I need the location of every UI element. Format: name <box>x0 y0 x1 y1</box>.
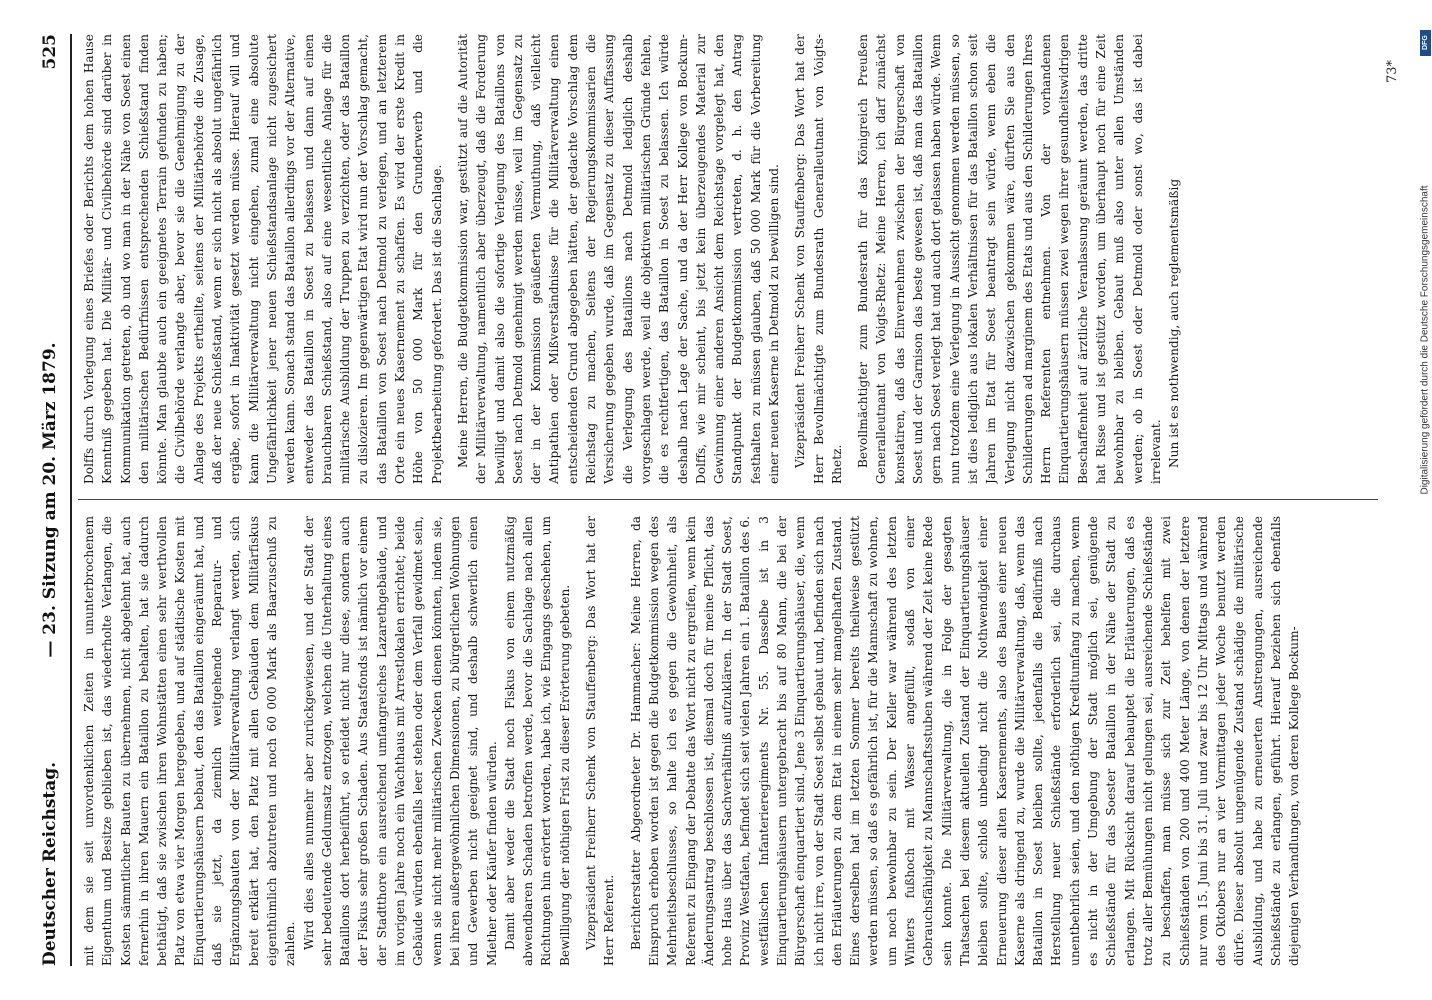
signature-mark: 73* <box>1385 60 1400 84</box>
page-number: 525 <box>40 34 60 70</box>
right-column <box>80 34 1370 484</box>
paragraph: Meine Herren, die Budgetkommission war, gestützt auf die Autorität der Militärverwaltung, namentlich aber überzeugt, daß die Forderung bewilligt und damit also die sofortige Verlegung des Bataillons von Soest nach Detmold genehmigt werden müsse, weil im Gegensatz zu der in der Kommission geäußerten Vermuthung, daß vielleicht Antipathien oder Mißverständnisse für die Militärverwaltung einen entscheidenden Grund abgegeben hätten, der gedachte Vorschlag dem Reichstag zu machen, Seitens der Regierungskommissarien die Versicherung gegeben wurde, daß im Gegensatz zu dieser Auffassung die Verlegung des Bataillons nach Detmold lediglich deshalb vorgeschlagen werde, weil die objektiven militärischen Gründe fehlen, die es rechtfertigen, das Bataillon in Soest zu belassen. Ich würde deshalb nach Lage der Sache, und da der Herr Kollege von Bockum-Dolffs, wie mir scheint, bis jetzt kein überzeugendes Material zur Gewinnung einer anderen Ansicht dem Reichstage vorgelegt hat, den Standpunkt der Budgetkommission vertreten, d. h. den Antrag festhalten zu müssen glauben, daß 50 000 Mark für die Vorbereitung einer neuen Kaserne in Detmold zu bewilligen sind. <box>455 34 781 484</box>
header-session: — 23. Sitzung am 20. März 1879. <box>40 342 60 658</box>
speaker-paragraph: Vizepräsident Freiherr Schenk von Stauffenberg: Das Wort hat der Herr Bevollmächtigte zum Bundesrath Generalleutnant von Voigts-Rhetz. <box>793 34 844 484</box>
header-publication: Deutscher Reichstag. <box>40 761 60 966</box>
speaker-paragraph: Bevollmächtigter zum Bundesrath für das Königreich Preußen Generalleutnant von Voigts-Rhetz: Meine Herren, ich darf zunächst konstatiren, daß das Einvernehmen zwischen der Bürgerschaft von Soest und der Garnison das beste gewesen ist, daß man das Bataillon gern nach Soest verlegt hat und auch dort gelassen haben würde. Wenn nun trotzdem eine Verlegung in Aussicht genommen werden müssen, so ist dies lediglich aus lokalen Verhältnissen für das Bataillon schon seit Jahren im Etat für Soest beantragt sein würde, wenn eben die Verlegung nicht dazwischen gekommen wäre, dürften Sie aus den Schilderungen ad marginem des Etats und aus den Schilderungen Ihres Herrn Referenten entnehmen. Von der vorhandenen Einquartierungshäusern müssen zwei wegen ihrer gesundheitswidrigen Beschaffenheit auf ärztliche Veranlassung geräumt werden, das dritte hat Risse und ist gestützt worden, um überhaupt noch für eine Zeit bewohnbar zu bleiben. Gebaut muß also unter allen Umständen werden; ob in Soest oder Detmold oder sonst wo, das ist dabei irrelevant. <box>856 34 1163 484</box>
paragraph: Dolffs durch Vorlegung eines Briefes oder Berichts dem hohen Hause Kenntniß gegeben hat. Die Militär- und Civilbehörde sind darüber in Kommunikation getreten, ob und wo man in der Nähe von Soest einen den militärischen Bedürfnissen entsprechenden Schießstand finden könnte. Man glaubte auch ein geeignetes Terrain gefunden zu haben; die Civilbehörde verlangte aber, bevor sie die Genehmigung zu der Anlage des Projekts ertheilte, seitens der Militärbehörde die Zusage, daß der neue Schießstand, wenn er sich nicht als absolut ungefährlich ergäbe, sofort in Inaktivität gesetzt werden müsse. Hierauf will und kann die Militärverwaltung nicht eingehen, zumal eine absolute Ungefährlichkeit jener neuen Schießstandsanlage nicht zugesichert werden kann. Sonach stand das Bataillon allerdings vor der Alternative, entweder das Bataillon in Soest zu belassen und dann auf einen brauchbaren Schießstand, also auf eine wesentliche Anlage für die militärische Ausbildung der Truppen zu verzichten, oder das Bataillon zu dislozieren. Im gegenwärtigen Etat wird nun der Vorschlag gemacht, das Bataillon von Soest nach Detmold zu verlegen, und an letzterem Orte ein neues Kasernement zu schaffen. Es wird der erste Kredit in Höhe von 50 000 Mark für den Grunderwerb und die Projektbearbeitung gefordert. Das ist die Sachlage. <box>82 34 444 484</box>
header-rule <box>70 34 72 966</box>
left-column <box>80 516 1370 966</box>
speaker-paragraph: Berichterstatter Abgeordneter Dr. Hammacher: Meine Herren, da Einspruch erhoben worden ist gegen die Budgetkommission wegen des Mehrheitsbeschlusses, so halte ich es gegen die Gewohnheit, als Referent zu Eingang der Debatte das Wort nicht zu ergreifen, wenn kein Änderungsantrag beschlossen ist, diesmal doch für meine Pflicht, das hohe Haus über das Sachverhältniß aufzuklären. In der Stadt Soest, Provinz Westfalen, befindet sich seit vielen Jahren ein 1. Bataillon des 6. westfälischen Infanterieregiments Nr. 55. Dasselbe ist in 3 Einquartierungshäusern untergebracht bis auf 80 Mann, die bei der Bürgerschaft einquartiert sind. Jene 3 Einquartierungshäuser, die, wenn ich nicht irre, von der Stadt Soest selbst gebaut und, befinden sich nach den Erläuterungen zu dem Etat in einem sehr mangelhaften Zustand. Eines derselben hat im letzten Sommer bereits theilweise gestützt werden müssen, so daß es gefährlich ist, für die Mannschaft zu wohnen, um noch bewohnbar zu sein. Der Keller war während des letzten Winters fußhoch mit Wasser angefüllt, sodaß von einer Gebrauchsfähigkeit zu Mannschaftsstuben während der Zeit keine Rede sein konnte. Die Militärverwaltung, die in Folge der gesagten Thatsachen bei diesem aktuellen Zustand der Einquartierungshäuser bleiben sollte, schloß unbedingt nicht die Nothwendigkeit einer Erneuerung dieser alten Kasernements, also des Baues einer neuen Kaserne als dringend zu, wurde die Militärverwaltung, daß, wenn das Bataillon in Soest bleiben sollte, jedenfalls die Bedürfniß nach Herstellung neuer Schießstände erforderlich sei, die durchaus unentbehrlich seien, und den nöthigen Kreditumfang zu machen, wenn es nicht in der Umgebung der Stadt möglich sei, genügende Schießstände für das Soester Bataillon in der Nähe der Stadt zu erlangen. Mit Rücksicht darauf behauptet die Erläuterungen, daß es trotz aller Bemühungen nicht gelungen sei, ausreichende Schießstände zu beschaffen, man müsse sich zur Zeit behelfen mit zwei Schießständen von 200 und 400 Meter Länge, von denen der letztere nur vom 15. Juni bis 31. Juli und zwar bis 12 Uhr Mittags und während des Oktobers nur an vier Vormittagen jeder Woche benutzt werden dürfe. Dieser absolut ungenügende Zustand schädige die militärische Ausbildung, und habe zu erneuerten Anstrengungen, ausreichende Schießstände zu erlangen, geführt. Hierauf beziehen sich ebenfalls diejenigen Verhandlungen, von deren Kollege Bockum- <box>628 516 1302 966</box>
paragraph: Damit aber weder die Stadt noch Fiskus von einem nutzmäßig abwendbaren Schaden betroffen werde, bevor die Sachlage nach allen Richtungen hin erörtert worden, habe ich, wie Eingangs geschehen, um Bewilligung der nöthigen Frist zu dieser Erörterung gebeten. <box>502 516 572 966</box>
paragraph: Wird dies alles nunmehr aber zurückgewiesen, und der Stadt der sehr bedeutende Geldumsatz entzogen, welchen die Unterhaltung eines Bataillons dort herbeiführt, so erleidet nicht nur diese, sondern auch der Fiskus sehr großen Schaden. Aus Staatsfonds ist nämlich vor einem der Stadtthore ein ausreichend umfangreiches Lazarethgebäude, und im vorigen Jahre noch ein Wachthaus mit Arrestlokalen errichtet; beide Gebäude würden ebenfalls leer stehen oder dem Verfall gewidmet sein, wenn sie nicht mehr militärischen Zwecken dienen könnten, indem sie, bei ihren außergewöhnlichen Dimensionen, zu bürgerlichen Wohnungen und Gewerben nicht geeignet sind, und deshalb schwerlich einen Miether oder Käufer finden würden. <box>301 516 499 966</box>
paragraph: mit dem sie seit unvordenklichen Zeiten in ununterbrochenem Eigenthum und Besitze geblieben ist, das wiederholte Verlangen, die Kosten sämmtlicher Bauten zu übernehmen, nicht abgelehnt hat, auch fernerhin in ihren Mauern ein Bataillon zu behalten, hat sie dadurch bethätigt, daß sie zwischen ihren Wohnstätten einen sehr werthvollen Platz von etwa vier Morgen hergegeben, und auf städtische Kosten mit Einquartierungshäusern bebaut, den das Bataillon eingeräumt hat, und daß sie jetzt, da ziemlich weitgehende Reparatur- und Ergänzungsbauten von der Militärverwaltung verlangt werden, sich bereit erklärt hat, den Platz mit allen Gebäuden dem Militärfiskus eigenthümlich abzutreten und noch 60 000 Mark als Baarzuschuß zu zahlen. <box>82 516 298 966</box>
dfg-logo: DFG <box>1420 30 1431 56</box>
digitization-notice <box>1418 0 1432 1000</box>
paragraph: Nun ist es nothwendig, auch reglementsmäßig <box>1167 178 1182 468</box>
digitization-text: Digitalisierung gefördert durch die Deutsche Forschungsgemeinschaft <box>1419 185 1431 495</box>
speaker-paragraph: Vizepräsident Freiherr Schenk von Stauffenberg: Das Wort hat der Herr Referent. <box>584 516 617 966</box>
page-header <box>40 34 68 966</box>
column-divider <box>78 499 1378 500</box>
